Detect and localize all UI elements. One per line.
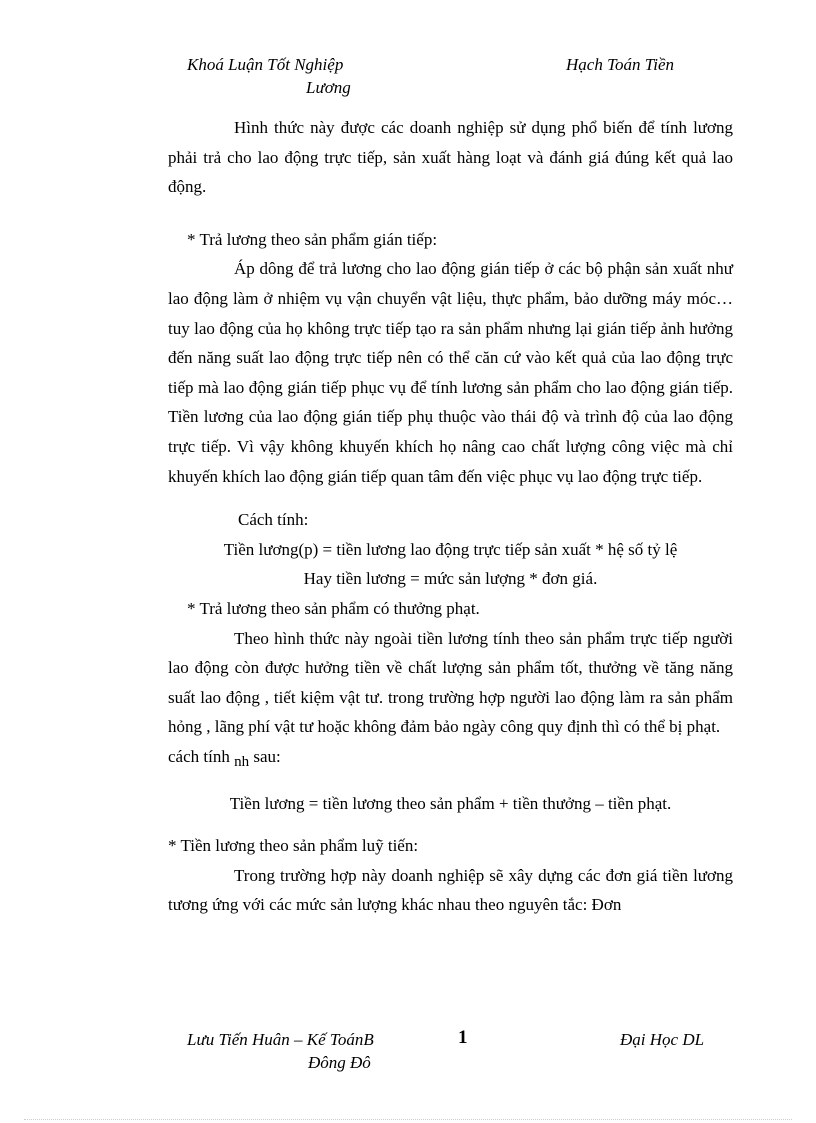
header-title: Khoá Luận Tốt Nghiệp xyxy=(187,55,344,74)
formula-3: Tiền lương = tiền lương theo sản phẩm + tiền thưởng – tiền phạt. xyxy=(229,794,672,814)
calculation-label-2 xyxy=(168,742,733,774)
paragraph-2: Áp dông để trả lương cho lao động gián tiếp ở các bộ phận sản xuất như lao động làm ở nhiệm vụ vận chuyển vật liệu, thực phẩm, bảo dưỡng máy móc… tuy lao động của họ không trực tiếp tạo ra sản phẩm nhưng lại gián tiếp ảnh hưởng đến năng suất lao động trực tiếp nên có thể căn cứ vào kết quả của lao động trực tiếp mà lao động gián tiếp phục vụ để tính lương sản phẩm cho lao động gián tiếp. Tiền lương của lao động gián tiếp phụ thuộc vào thái độ và trình độ của lao động trực tiếp. Vì vậy không khuyến khích họ nâng cao chất lượng công việc mà chỉ khuyến khích lao động gián tiếp quan tâm đến việc phục vụ lao động trực tiếp. xyxy=(168,259,733,486)
footer-author-continued: Đông Đô xyxy=(308,1053,371,1072)
calc2-part-a: cách tính xyxy=(168,746,230,766)
calc2-part-b: sau: xyxy=(253,746,281,766)
document-body xyxy=(168,113,733,920)
paragraph-3: Theo hình thức này ngoài tiền lương tính theo sản phẩm trực tiếp người lao động còn được hưởng tiền về chất lượng sản phẩm tốt, thưởng về tăng năng suất lao động , tiết kiệm vật tư. trong trường hợp người lao động làm ra sản phẩm hỏng , lãng phí vật tư hoặc không đảm bảo ngày công quy định thì có thể bị phạt. xyxy=(168,628,733,737)
calculation-label: Cách tính: xyxy=(238,510,309,530)
bullet-bonus-penalty-pay: * Trả lương theo sản phẩm có thưởng phạt. xyxy=(187,598,480,618)
footer-right: Đại Học DL xyxy=(620,1030,705,1049)
header-right: Hạch Toán Tiền xyxy=(566,55,675,74)
header-title-continued: Lương xyxy=(306,78,351,97)
page-bottom-divider xyxy=(24,1119,792,1120)
formula-1: Tiền lương(p) = tiền lương lao động trực tiếp sản xuất * hệ số tỷ lệ xyxy=(223,539,678,559)
page-number: 1 xyxy=(458,1027,468,1048)
bullet-indirect-product-pay: * Trả lương theo sản phẩm gián tiếp: xyxy=(187,229,438,249)
formula-2: Hay tiền lương = mức sản lượng * đơn giá. xyxy=(303,569,598,589)
footer-left xyxy=(187,1028,417,1074)
calc2-subscript: nh xyxy=(234,753,250,770)
paragraph-1: Hình thức này được các doanh nghiệp sử dụng phổ biến để tính lương phải trả cho lao động trực tiếp, sản xuất hàng loạt và đánh giá đúng kết quả lao động. xyxy=(168,118,733,197)
header-left xyxy=(187,53,367,99)
bullet-progressive-pay: * Tiền lương theo sản phẩm luỹ tiến: xyxy=(168,836,419,856)
paragraph-4: Trong trường hợp này doanh nghiệp sẽ xây dựng các đơn giá tiền lương tương ứng với các mức sản lượng khác nhau theo nguyên tắc: Đơn xyxy=(168,865,733,915)
footer-author: Lưu Tiến Huân – Kế ToánB xyxy=(187,1030,374,1049)
